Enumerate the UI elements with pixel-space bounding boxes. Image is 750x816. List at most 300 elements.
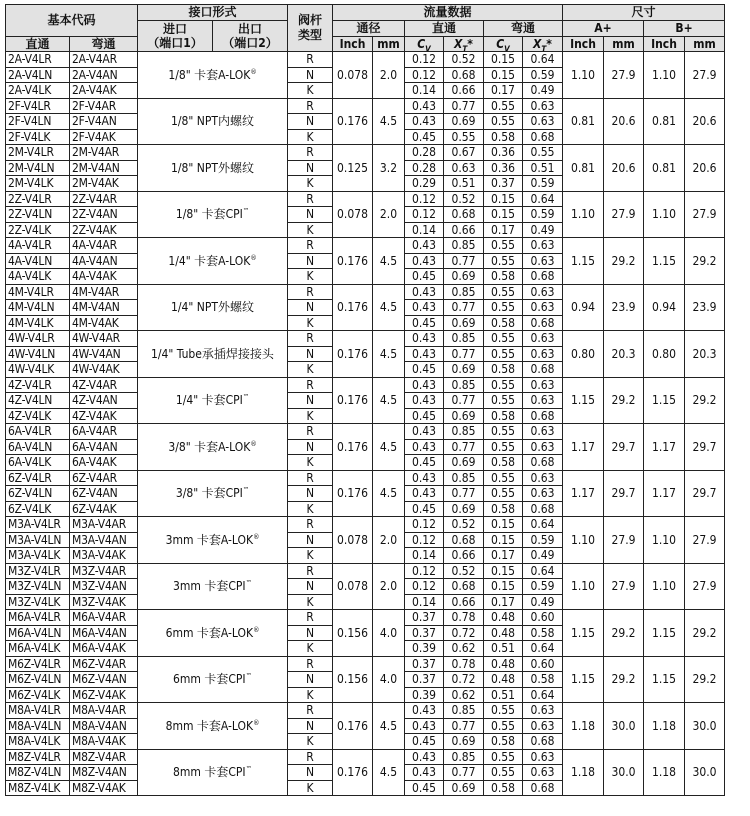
straight-xt: 0.85	[444, 424, 484, 440]
elbow-xt: 0.63	[523, 718, 563, 734]
dim-b-inch: 1.17	[644, 424, 685, 471]
connection-label: 1/4" NPT外螺纹	[171, 300, 254, 315]
dim-a-mm: 29.2	[604, 377, 644, 424]
connection-label: 6mm 卡套A-LOK	[165, 625, 254, 640]
straight-cv: 0.12	[405, 52, 444, 68]
elbow-cv: 0.51	[484, 641, 523, 657]
stem-type: R	[288, 377, 333, 393]
straight-cv: 0.43	[405, 470, 444, 486]
elbow-cv: 0.55	[484, 718, 523, 734]
elbow-cv: 0.48	[484, 625, 523, 641]
dim-a-mm: 27.9	[604, 517, 644, 564]
elbow-code: M3Z-V4AR	[70, 563, 138, 579]
connection-type	[138, 749, 288, 796]
dim-b-mm: 29.7	[685, 470, 725, 517]
straight-cv: 0.12	[405, 67, 444, 83]
straight-cv: 0.45	[405, 501, 444, 517]
straight-cv: 0.43	[405, 284, 444, 300]
straight-code: 4M-V4LR	[6, 284, 70, 300]
straight-xt: 0.85	[444, 284, 484, 300]
cv-subscript: V	[504, 43, 510, 52]
header-elbow-xt	[523, 37, 563, 52]
dim-a-mm: 20.6	[604, 145, 644, 192]
elbow-cv: 0.15	[484, 579, 523, 595]
elbow-code: M8Z-V4AR	[70, 749, 138, 765]
stem-type: K	[288, 501, 333, 517]
straight-cv: 0.28	[405, 160, 444, 176]
elbow-xt: 0.63	[523, 703, 563, 719]
bore-inch: 0.176	[333, 470, 373, 517]
elbow-cv: 0.17	[484, 548, 523, 564]
elbow-code: 4Z-V4AR	[70, 377, 138, 393]
elbow-xt: 0.51	[523, 160, 563, 176]
dim-b-inch: 1.18	[644, 749, 685, 796]
straight-code: M8A-V4LR	[6, 703, 70, 719]
elbow-code: M8Z-V4AN	[70, 765, 138, 781]
connection-type	[138, 145, 288, 192]
straight-cv: 0.39	[405, 687, 444, 703]
straight-cv: 0.43	[405, 486, 444, 502]
straight-xt: 0.52	[444, 52, 484, 68]
flow-data-table	[5, 4, 725, 796]
dim-a-mm: 29.7	[604, 424, 644, 471]
connection-label: 1/8" 卡套A-LOK	[168, 67, 251, 82]
stem-type: K	[288, 548, 333, 564]
straight-code: M6Z-V4LN	[6, 672, 70, 688]
straight-code: M3A-V4LR	[6, 517, 70, 533]
elbow-xt: 0.63	[523, 98, 563, 114]
elbow-cv: 0.55	[484, 346, 523, 362]
table-row	[6, 656, 725, 672]
straight-code: 4A-V4LK	[6, 269, 70, 285]
header-outlet-label: 出口	[237, 22, 262, 36]
elbow-cv: 0.55	[484, 470, 523, 486]
dim-a-mm: 20.6	[604, 98, 644, 145]
stem-type: K	[288, 362, 333, 378]
elbow-xt: 0.63	[523, 284, 563, 300]
elbow-code: 2F-V4AK	[70, 129, 138, 145]
table-row	[6, 145, 725, 161]
connection-type	[138, 284, 288, 331]
dim-b-mm: 29.7	[685, 424, 725, 471]
stem-type: N	[288, 346, 333, 362]
dim-b-inch: 1.15	[644, 610, 685, 657]
straight-cv: 0.28	[405, 145, 444, 161]
header-straight-xt	[444, 37, 484, 52]
straight-xt: 0.69	[444, 455, 484, 471]
elbow-cv: 0.58	[484, 501, 523, 517]
elbow-cv: 0.55	[484, 765, 523, 781]
header-flow-data: 流量数据	[333, 5, 563, 21]
straight-cv: 0.45	[405, 734, 444, 750]
elbow-code: 4W-V4AR	[70, 331, 138, 347]
elbow-code: 6A-V4AN	[70, 439, 138, 455]
straight-code: 6Z-V4LK	[6, 501, 70, 517]
dim-a-inch: 1.15	[563, 610, 604, 657]
elbow-cv: 0.55	[484, 98, 523, 114]
straight-xt: 0.77	[444, 718, 484, 734]
table-row	[6, 517, 725, 533]
straight-cv: 0.12	[405, 532, 444, 548]
table-body	[6, 52, 725, 796]
elbow-cv: 0.55	[484, 300, 523, 316]
stem-type: N	[288, 114, 333, 130]
straight-code: M6A-V4LN	[6, 625, 70, 641]
straight-code: M6Z-V4LK	[6, 687, 70, 703]
straight-cv: 0.14	[405, 222, 444, 238]
stem-type: K	[288, 315, 333, 331]
dim-a-inch: 1.10	[563, 191, 604, 238]
straight-code: 4W-V4LR	[6, 331, 70, 347]
trademark-mark: ®	[253, 625, 260, 634]
stem-type: K	[288, 687, 333, 703]
straight-xt: 0.85	[444, 749, 484, 765]
header-straight-cv	[405, 37, 444, 52]
elbow-xt: 0.59	[523, 67, 563, 83]
connection-label: 3mm 卡套CPI	[173, 579, 246, 594]
elbow-cv: 0.48	[484, 672, 523, 688]
connection-type	[138, 191, 288, 238]
straight-xt: 0.68	[444, 207, 484, 223]
elbow-code: M8A-V4AR	[70, 703, 138, 719]
straight-xt: 0.68	[444, 579, 484, 595]
elbow-cv: 0.58	[484, 455, 523, 471]
straight-code: 2F-V4LR	[6, 98, 70, 114]
stem-type: R	[288, 610, 333, 626]
elbow-code: M3Z-V4AN	[70, 579, 138, 595]
straight-code: 4Z-V4LK	[6, 408, 70, 424]
stem-type: K	[288, 408, 333, 424]
elbow-cv: 0.55	[484, 439, 523, 455]
elbow-xt: 0.63	[523, 238, 563, 254]
elbow-code: 4A-V4AK	[70, 269, 138, 285]
elbow-cv: 0.15	[484, 52, 523, 68]
header-b-mm: mm	[685, 37, 725, 52]
elbow-xt: 0.63	[523, 253, 563, 269]
stem-type: R	[288, 98, 333, 114]
straight-xt: 0.78	[444, 610, 484, 626]
stem-type: N	[288, 718, 333, 734]
connection-label: 1/8" 卡套CPI	[175, 207, 243, 222]
elbow-cv: 0.58	[484, 362, 523, 378]
stem-type: K	[288, 734, 333, 750]
dim-a-mm: 30.0	[604, 703, 644, 750]
elbow-cv: 0.48	[484, 610, 523, 626]
elbow-cv: 0.55	[484, 486, 523, 502]
elbow-code: 4M-V4AR	[70, 284, 138, 300]
straight-xt: 0.62	[444, 641, 484, 657]
connection-label: 6mm 卡套CPI	[173, 672, 246, 687]
straight-cv: 0.37	[405, 672, 444, 688]
connection-label: 8mm 卡套A-LOK	[165, 718, 254, 733]
straight-xt: 0.62	[444, 687, 484, 703]
straight-cv: 0.43	[405, 439, 444, 455]
elbow-code: 4Z-V4AK	[70, 408, 138, 424]
dim-b-inch: 1.17	[644, 470, 685, 517]
stem-type: R	[288, 563, 333, 579]
table-row	[6, 331, 725, 347]
straight-code: M8Z-V4LK	[6, 780, 70, 796]
table-row	[6, 424, 725, 440]
elbow-code: M6Z-V4AR	[70, 656, 138, 672]
straight-code: 2A-V4LR	[6, 52, 70, 68]
header-inlet-port: （端口1）	[147, 36, 203, 50]
dim-b-inch: 1.15	[644, 238, 685, 285]
straight-cv: 0.12	[405, 191, 444, 207]
elbow-code: M8A-V4AN	[70, 718, 138, 734]
dim-b-mm: 20.6	[685, 98, 725, 145]
stem-type: K	[288, 129, 333, 145]
elbow-cv: 0.55	[484, 284, 523, 300]
straight-code: 6Z-V4LR	[6, 470, 70, 486]
dim-a-inch: 1.15	[563, 656, 604, 703]
straight-code: 4M-V4LK	[6, 315, 70, 331]
bore-mm: 4.5	[373, 424, 405, 471]
bore-mm: 4.5	[373, 284, 405, 331]
elbow-xt: 0.49	[523, 548, 563, 564]
dim-a-inch: 0.80	[563, 331, 604, 378]
bore-mm: 2.0	[373, 563, 405, 610]
stem-type: R	[288, 238, 333, 254]
straight-code: 6Z-V4LN	[6, 486, 70, 502]
elbow-code: M8A-V4AK	[70, 734, 138, 750]
elbow-cv: 0.55	[484, 238, 523, 254]
table-row	[6, 191, 725, 207]
connection-label: 1/4" Tube承插焊接接头	[151, 346, 274, 361]
bore-inch: 0.125	[333, 145, 373, 192]
stem-type: K	[288, 83, 333, 99]
straight-xt: 0.77	[444, 393, 484, 409]
straight-code: M3A-V4LN	[6, 532, 70, 548]
elbow-xt: 0.49	[523, 222, 563, 238]
straight-xt: 0.85	[444, 377, 484, 393]
elbow-xt: 0.68	[523, 315, 563, 331]
bore-mm: 4.0	[373, 610, 405, 657]
straight-cv: 0.45	[405, 269, 444, 285]
straight-code: 2A-V4LN	[6, 67, 70, 83]
straight-cv: 0.43	[405, 114, 444, 130]
xt-star: *	[546, 36, 552, 51]
table-row	[6, 377, 725, 393]
elbow-code: 6Z-V4AK	[70, 501, 138, 517]
stem-type: N	[288, 160, 333, 176]
dim-a-mm: 23.9	[604, 284, 644, 331]
elbow-code: 2A-V4AN	[70, 67, 138, 83]
dim-b-mm: 30.0	[685, 749, 725, 796]
bore-inch: 0.176	[333, 331, 373, 378]
straight-xt: 0.69	[444, 780, 484, 796]
elbow-code: 6Z-V4AN	[70, 486, 138, 502]
dim-b-mm: 29.2	[685, 377, 725, 424]
straight-code: 2Z-V4LR	[6, 191, 70, 207]
straight-xt: 0.77	[444, 253, 484, 269]
straight-cv: 0.39	[405, 641, 444, 657]
straight-cv: 0.12	[405, 517, 444, 533]
elbow-code: 4W-V4AN	[70, 346, 138, 362]
stem-type: R	[288, 749, 333, 765]
bore-inch: 0.176	[333, 749, 373, 796]
straight-xt: 0.69	[444, 114, 484, 130]
xt-subscript: T	[462, 43, 468, 52]
dim-a-inch: 1.15	[563, 377, 604, 424]
straight-xt: 0.66	[444, 222, 484, 238]
straight-xt: 0.52	[444, 191, 484, 207]
cv-subscript: V	[425, 43, 431, 52]
elbow-cv: 0.58	[484, 734, 523, 750]
elbow-cv: 0.17	[484, 83, 523, 99]
table-row	[6, 703, 725, 719]
dim-b-inch: 1.15	[644, 656, 685, 703]
elbow-xt: 0.59	[523, 207, 563, 223]
header-base-code: 基本代码	[6, 5, 138, 37]
straight-xt: 0.77	[444, 300, 484, 316]
elbow-cv: 0.17	[484, 594, 523, 610]
straight-cv: 0.43	[405, 300, 444, 316]
connection-type	[138, 52, 288, 99]
elbow-code: M6Z-V4AN	[70, 672, 138, 688]
straight-code: M6A-V4LK	[6, 641, 70, 657]
elbow-xt: 0.60	[523, 656, 563, 672]
straight-xt: 0.77	[444, 439, 484, 455]
dim-a-inch: 1.10	[563, 52, 604, 99]
elbow-xt: 0.59	[523, 579, 563, 595]
bore-mm: 2.0	[373, 52, 405, 99]
bore-mm: 4.5	[373, 703, 405, 750]
elbow-code: 4M-V4AN	[70, 300, 138, 316]
straight-xt: 0.85	[444, 703, 484, 719]
straight-xt: 0.77	[444, 765, 484, 781]
stem-type: R	[288, 145, 333, 161]
elbow-xt: 0.63	[523, 486, 563, 502]
stem-type: N	[288, 393, 333, 409]
header-dim-b: B+	[644, 21, 725, 37]
connection-label: 1/4" 卡套CPI	[175, 393, 243, 408]
stem-type: R	[288, 191, 333, 207]
dim-b-mm: 29.2	[685, 238, 725, 285]
connection-type	[138, 703, 288, 750]
connection-type	[138, 610, 288, 657]
elbow-code: M3Z-V4AK	[70, 594, 138, 610]
dim-a-mm: 20.3	[604, 331, 644, 378]
straight-code: 4W-V4LN	[6, 346, 70, 362]
trademark-mark: ™	[245, 579, 252, 588]
stem-type: R	[288, 470, 333, 486]
straight-xt: 0.67	[444, 145, 484, 161]
elbow-xt: 0.68	[523, 269, 563, 285]
straight-code: M3Z-V4LR	[6, 563, 70, 579]
straight-code: 2A-V4LK	[6, 83, 70, 99]
dim-a-inch: 1.17	[563, 424, 604, 471]
elbow-cv: 0.55	[484, 424, 523, 440]
connection-type	[138, 98, 288, 145]
straight-xt: 0.66	[444, 548, 484, 564]
elbow-cv: 0.58	[484, 408, 523, 424]
dim-a-mm: 29.2	[604, 610, 644, 657]
elbow-xt: 0.49	[523, 83, 563, 99]
stem-type: N	[288, 625, 333, 641]
elbow-cv: 0.58	[484, 315, 523, 331]
elbow-xt: 0.68	[523, 129, 563, 145]
elbow-xt: 0.63	[523, 424, 563, 440]
bore-mm: 4.5	[373, 238, 405, 285]
dim-b-inch: 1.10	[644, 191, 685, 238]
stem-type: R	[288, 424, 333, 440]
dim-a-inch: 0.94	[563, 284, 604, 331]
bore-inch: 0.176	[333, 703, 373, 750]
dim-a-inch: 1.10	[563, 563, 604, 610]
dim-b-mm: 20.3	[685, 331, 725, 378]
straight-cv: 0.14	[405, 548, 444, 564]
elbow-xt: 0.63	[523, 765, 563, 781]
elbow-cv: 0.58	[484, 780, 523, 796]
stem-type: R	[288, 284, 333, 300]
straight-xt: 0.85	[444, 238, 484, 254]
elbow-cv: 0.55	[484, 703, 523, 719]
elbow-xt: 0.63	[523, 470, 563, 486]
bore-mm: 4.5	[373, 98, 405, 145]
straight-cv: 0.37	[405, 625, 444, 641]
straight-code: 2Z-V4LN	[6, 207, 70, 223]
dim-a-mm: 29.2	[604, 656, 644, 703]
connection-type	[138, 517, 288, 564]
connection-label: 1/8" NPT外螺纹	[171, 160, 254, 175]
straight-xt: 0.55	[444, 129, 484, 145]
trademark-mark: ™	[242, 207, 250, 216]
elbow-code: 2M-V4AK	[70, 176, 138, 192]
straight-xt: 0.66	[444, 594, 484, 610]
straight-xt: 0.69	[444, 269, 484, 285]
straight-cv: 0.43	[405, 749, 444, 765]
straight-code: 4A-V4LN	[6, 253, 70, 269]
elbow-xt: 0.63	[523, 300, 563, 316]
elbow-cv: 0.55	[484, 749, 523, 765]
elbow-cv: 0.58	[484, 129, 523, 145]
elbow-code: M6A-V4AN	[70, 625, 138, 641]
connection-type	[138, 377, 288, 424]
xt-letter: X	[533, 36, 542, 51]
trademark-mark: ®	[253, 532, 260, 541]
elbow-xt: 0.68	[523, 501, 563, 517]
straight-cv: 0.45	[405, 780, 444, 796]
straight-xt: 0.68	[444, 532, 484, 548]
elbow-code: M6A-V4AR	[70, 610, 138, 626]
connection-label: 3/8" 卡套CPI	[175, 486, 243, 501]
elbow-code: M3A-V4AR	[70, 517, 138, 533]
stem-type: K	[288, 222, 333, 238]
elbow-cv: 0.48	[484, 656, 523, 672]
elbow-code: 6Z-V4AR	[70, 470, 138, 486]
elbow-cv: 0.58	[484, 269, 523, 285]
straight-cv: 0.43	[405, 703, 444, 719]
stem-type: N	[288, 253, 333, 269]
straight-cv: 0.43	[405, 253, 444, 269]
elbow-code: 4M-V4AK	[70, 315, 138, 331]
connection-type	[138, 563, 288, 610]
straight-cv: 0.43	[405, 765, 444, 781]
dim-a-mm: 27.9	[604, 52, 644, 99]
elbow-code: 6A-V4AK	[70, 455, 138, 471]
bore-inch: 0.176	[333, 98, 373, 145]
connection-type	[138, 424, 288, 471]
dim-b-inch: 1.10	[644, 52, 685, 99]
elbow-cv: 0.15	[484, 563, 523, 579]
straight-xt: 0.85	[444, 331, 484, 347]
elbow-xt: 0.58	[523, 625, 563, 641]
connection-type	[138, 656, 288, 703]
dim-b-mm: 29.2	[685, 656, 725, 703]
elbow-code: M6Z-V4AK	[70, 687, 138, 703]
elbow-code: M3A-V4AN	[70, 532, 138, 548]
